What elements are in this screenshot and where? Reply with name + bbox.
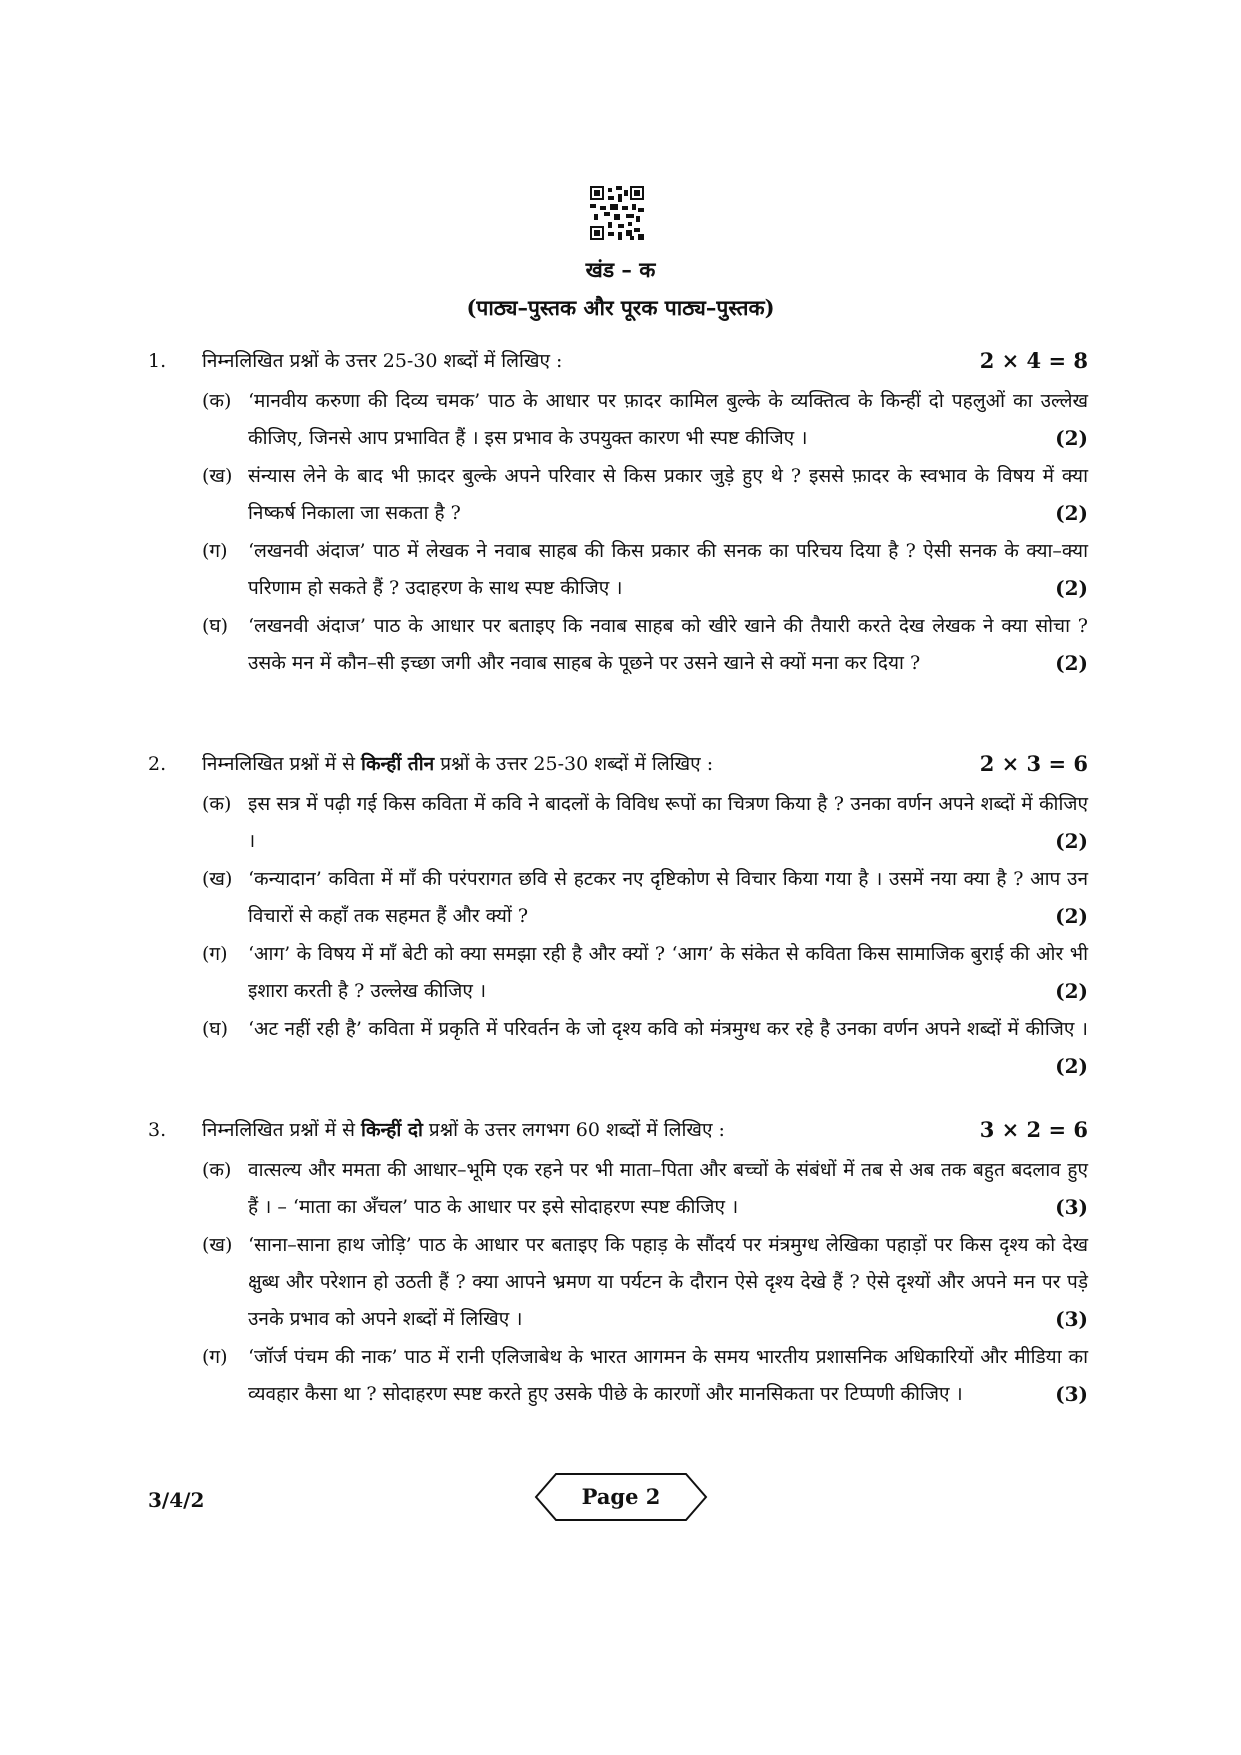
part-label: (ख) [202,1234,233,1256]
part-marks: (3) [1055,1382,1088,1406]
part-text: ‘साना–साना हाथ जोड़ि’ पाठ के आधार पर बताइए कि पहाड़ के सौंदर्य पर मंत्रमुग्ध लेखिका पहाड़ों पर किस दृश्य को देख क्षुब्ध और परेशान हो उठती हैं ? क्या आपने भ्रमण या पर्यटन के दौरान ऐसे दृश्य देखे हैं ? ऐसे दृश्यों और अपने मन पर पड़े उनके प्रभाव को अपने शब्दों में लिखिए । [248,1234,1088,1330]
part-text: वात्सल्य और ममता की आधार–भूमि एक रहने पर भी माता–पिता और बच्चों के संबंधों में तब से अब तक बहुत बदलाव हुए हैं । – ‘माता का अँचल’ पाठ के आधार पर इसे सोदाहरण स्पष्ट कीजिए । [248,1159,1088,1218]
part-text: ‘लखनवी अंदाज’ पाठ के आधार पर बताइए कि नवाब साहब को खीरे खाने की तैयारी करते देख लेखक ने क्या सोचा ? उसके मन में कौन–सी इच्छा जगी और नवाब साहब के पूछने पर उसने खाने से क्यों मना कर दिया ? [248,615,1088,674]
part-marks: (2) [1055,979,1088,1003]
question-part [202,608,1088,682]
question-instruction: निम्नलिखित प्रश्नों में से किन्हीं तीन प्रश्नों के उत्तर 25-30 शब्दों में लिखिए : [202,753,714,775]
part-text: ‘कन्यादान’ कविता में माँ की परंपरागत छवि से हटकर नए दृष्टिकोण से विचार किया गया है । उसमें नया क्या है ? आप उन विचारों से कहाँ तक सहमत हैं और क्यों ? [248,868,1088,927]
section-title: खंड – क [585,257,656,282]
question-marks: 2 × 3 = 6 [979,751,1088,776]
part-label: (ग) [202,540,228,562]
part-text: ‘जॉर्ज पंचम की नाक’ पाठ में रानी एलिजाबेथ के भारत आगमन के समय भारतीय प्रशासनिक अधिकारियों और मीडिया का व्यवहार कैसा था ? सोदाहरण स्पष्ट करते हुए उसके पीछे के कारणों और मानसिकता पर टिप्पणी कीजिए । [248,1346,1088,1405]
section-subtitle: (पाठ्य–पुस्तक और पूरक पाठ्य–पुस्तक) [466,295,775,320]
question-part [202,1227,1088,1338]
paper-code: 3/4/2 [148,1488,205,1512]
question-part [202,533,1088,607]
question-part [202,1339,1088,1413]
question-part [202,786,1088,860]
question-part [202,1152,1088,1226]
part-text: ‘लखनवी अंदाज’ पाठ में लेखक ने नवाब साहब की किस प्रकार की सनक का परिचय दिया है ? ऐसी सनक के क्या–क्या परिणाम हो सकते हैं ? उदाहरण के साथ स्पष्ट कीजिए । [248,540,1088,599]
part-label: (क) [202,1159,232,1181]
part-text: संन्यास लेने के बाद भी फ़ादर बुल्के अपने परिवार से किस प्रकार जुड़े हुए थे ? इससे फ़ादर के स्वभाव के विषय में क्या निष्कर्ष निकाला जा सकता है ? [248,465,1088,524]
qr-code-icon [590,186,644,240]
part-marks: (3) [1055,1195,1088,1219]
question-3 [148,1110,1088,1414]
question-2 [148,744,1088,1086]
question-part [202,861,1088,935]
question-instruction: निम्नलिखित प्रश्नों में से किन्हीं दो प्रश्नों के उत्तर लगभग 60 शब्दों में लिखिए : [202,1119,725,1141]
part-label: (ग) [202,1346,228,1368]
question-part [202,1011,1088,1085]
part-label: (क) [202,390,232,412]
part-label: (ख) [202,868,233,890]
part-marks: (2) [1055,576,1088,600]
part-label: (ख) [202,465,233,487]
part-text: ‘आग’ के विषय में माँ बेटी को क्या समझा रही है और क्यों ? ‘आग’ के संकेत से कविता किस सामाजिक बुराई की ओर भी इशारा करती है ? उल्लेख कीजिए । [248,943,1088,1002]
question-number: 3. [148,1119,167,1141]
question-marks: 3 × 2 = 6 [979,1117,1088,1142]
part-label: (ग) [202,943,228,965]
question-number: 1. [148,350,167,372]
question-part [202,383,1088,457]
part-marks: (2) [1055,1054,1088,1078]
question-part [202,458,1088,532]
part-text: इस सत्र में पढ़ी गई किस कविता में कवि ने बादलों के विविध रूपों का चित्रण किया है ? उनका वर्णन अपने शब्दों में कीजिए । [248,793,1088,852]
part-label: (घ) [202,1018,229,1040]
part-marks: (3) [1055,1307,1088,1331]
question-part [202,936,1088,1010]
part-label: (क) [202,793,232,815]
question-marks: 2 × 4 = 8 [979,348,1088,373]
question-instruction: निम्नलिखित प्रश्नों के उत्तर 25-30 शब्दों में लिखिए : [202,350,563,372]
question-number: 2. [148,753,167,775]
part-marks: (2) [1055,829,1088,853]
question-1 [148,341,1088,683]
part-marks: (2) [1055,651,1088,675]
page-number-label: Page 2 [581,1484,661,1509]
part-text: ‘मानवीय करुणा की दिव्य चमक’ पाठ के आधार पर फ़ादर कामिल बुल्के के व्यक्तित्व के किन्हीं दो पहलुओं का उल्लेख कीजिए, जिनसे आप प्रभावित हैं । इस प्रभाव के उपयुक्त कारण भी स्पष्ट कीजिए । [248,390,1088,449]
part-text: ‘अट नहीं रही है’ कविता में प्रकृति में परिवर्तन के जो दृश्य कवि को मंत्रमुग्ध कर रहे है उनका वर्णन अपने शब्दों में कीजिए । [248,1018,1088,1040]
part-marks: (2) [1055,426,1088,450]
part-label: (घ) [202,615,229,637]
part-marks: (2) [1055,501,1088,525]
part-marks: (2) [1055,904,1088,928]
